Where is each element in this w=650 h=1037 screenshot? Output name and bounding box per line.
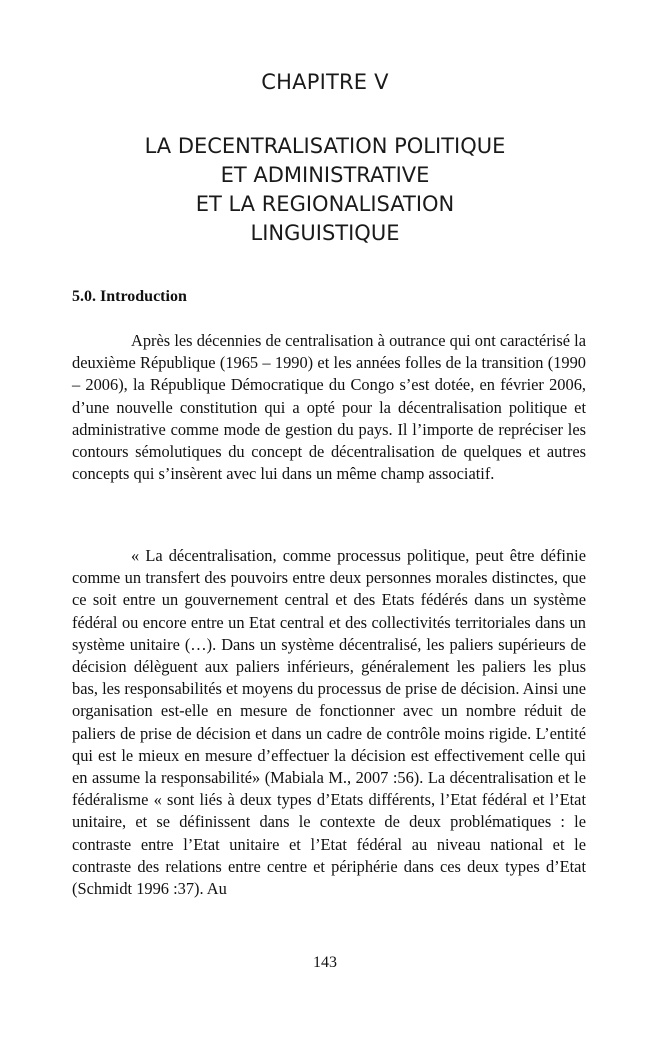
body-text-block [72, 545, 586, 900]
page-number: 143 [313, 954, 337, 971]
chapter-title-line: ET ADMINISTRATIVE [220, 163, 430, 187]
chapter-title-line: ET LA REGIONALISATION [195, 192, 455, 216]
chapter-title-line: LA DECENTRALISATION POLITIQUE [144, 134, 506, 158]
paragraph: Après les décennies de centralisation à outrance qui ont caractérisé la deuxième République (1965 – 1990) et les années folles de la transition (1990 – 2006), la République Démocratique du Congo s’est dotée, en février 2006, d’une nouvelle constitution qui a opté pour la décentralisation politique et administrative comme mode de gestion du pays. Il l’importe de repréciser les contours sémolutiques du concept de décentralisation de quelques et autres concepts qui s’insèrent avec lui dans un même champ associatif. [72, 331, 586, 484]
chapter-title-line: LINGUISTIQUE [250, 221, 400, 245]
section-heading: 5.0. Introduction [72, 288, 187, 305]
chapter-label: CHAPITRE V [261, 70, 389, 94]
body-text-block [72, 330, 586, 485]
chapter-title [0, 132, 650, 248]
paragraph: « La décentralisation, comme processus politique, peut être définie comme un transfert des pouvoirs entre deux personnes morales distinctes, que ce soit entre un gouvernement central et des Etats fédérés dans un système fédéral ou encore entre un Etat central et des collectivités territoriales dans un système unitaire (…). Dans un système décentralisé, les paliers supérieurs de décision délèguent aux paliers inférieurs, généralement les paliers les plus bas, les responsabilités et moyens du processus de prise de décision. Ainsi une organisation est-elle en mesure de fonctionner avec un nombre réduit de paliers de prise de décision et dans un cadre de contrôle moins rigide. L’entité qui est le mieux en mesure d’effectuer la décision est effectivement celle qui en assume la responsabilité» (Mabiala M., 2007 :56). La décentralisation et le fédéralisme « sont liés à deux types d’Etats différents, l’Etat fédéral et l’Etat unitaire, et se définissent dans le contexte de deux problématiques : le contraste entre l’Etat unitaire et l’Etat fédéral au niveau national et le contraste des relations entre centre et périphérie dans ces deux types d’Etat (Schmidt 1996 :37). Au [72, 546, 586, 899]
